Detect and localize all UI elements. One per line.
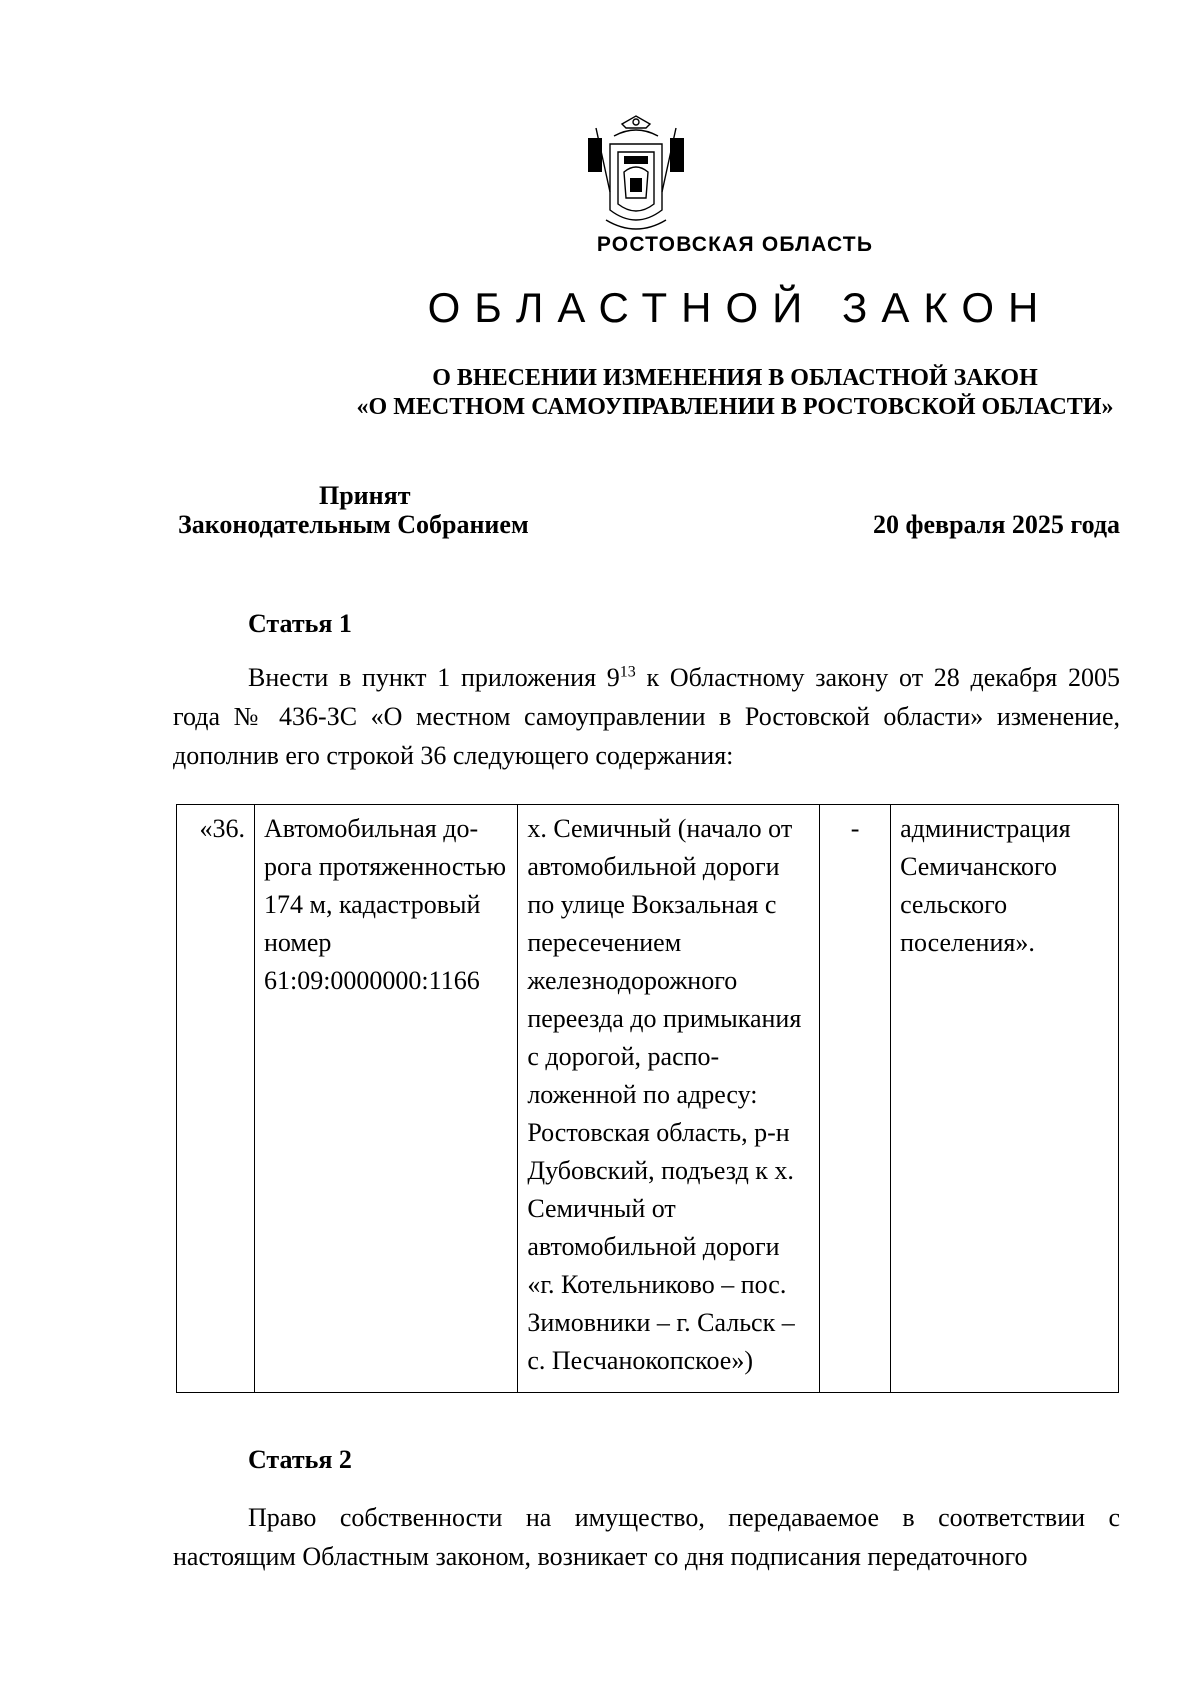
region-name: РОСТОВСКАЯ ОБЛАСТЬ: [596, 233, 874, 256]
location-cell: х. Семичный (начало от автомобильной дороги по улице Вокзальная с пересечением железнодорожного переезда до примыкания с дорогой, расположенной по адресу: Ростовская область, р-н Дубовский, подъезд к х. Семичный от автомобильной дороги «г. Котельниково – пос. Зимовники – г. Сальск – с. Песчанокопское»): [518, 805, 820, 1393]
row-number-cell: «36.: [177, 805, 255, 1393]
table-row: [177, 805, 1119, 1393]
adoption-label: Принят: [319, 481, 411, 510]
recipient-cell: администрация Семичанского сельского поселения».: [891, 805, 1119, 1393]
article-2-heading: Статья 2: [248, 1445, 352, 1474]
law-title-line-1: О ВНЕСЕНИИ ИЗМЕНЕНИЯ В ОБЛАСТНОЙ ЗАКОН: [432, 365, 1038, 391]
article-2-text: Право собственности на имущество, передаваемое в соответствии с настоящим Областным законом, возникает со дня подписания передаточного: [173, 1503, 1120, 1571]
article-1-text: Внести в пункт 1 приложения $9^{13}$ к Областному закону от 28 декабря 2005 года № 436-ЗС «О местном самоуправлении в Ростовской области» изменение, дополнив его строкой 36 следующего содержания:: [173, 663, 1120, 770]
adoption-date: 20 февраля 2025 года: [873, 510, 1120, 539]
adoption-body: Законодательным Собранием: [178, 510, 529, 539]
object-cell: Автомобильная дорога протяженностью 174 м, кадастровый номер 61:09:0000000:1166: [254, 805, 517, 1393]
law-title-line-2: «О МЕСТНОМ САМОУПРАВЛЕНИИ В РОСТОВСКОЙ ОБЛАСТИ»: [356, 394, 1114, 420]
amendment-table: [176, 804, 1119, 1393]
document-type: ОБЛАСТНОЙ ЗАКОН: [427, 284, 1053, 331]
extra-cell: -: [820, 805, 891, 1393]
superscript-13: 13: [619, 663, 636, 681]
coat-of-arms-emblem: [584, 114, 688, 240]
article-1-heading: Статья 1: [248, 609, 352, 638]
